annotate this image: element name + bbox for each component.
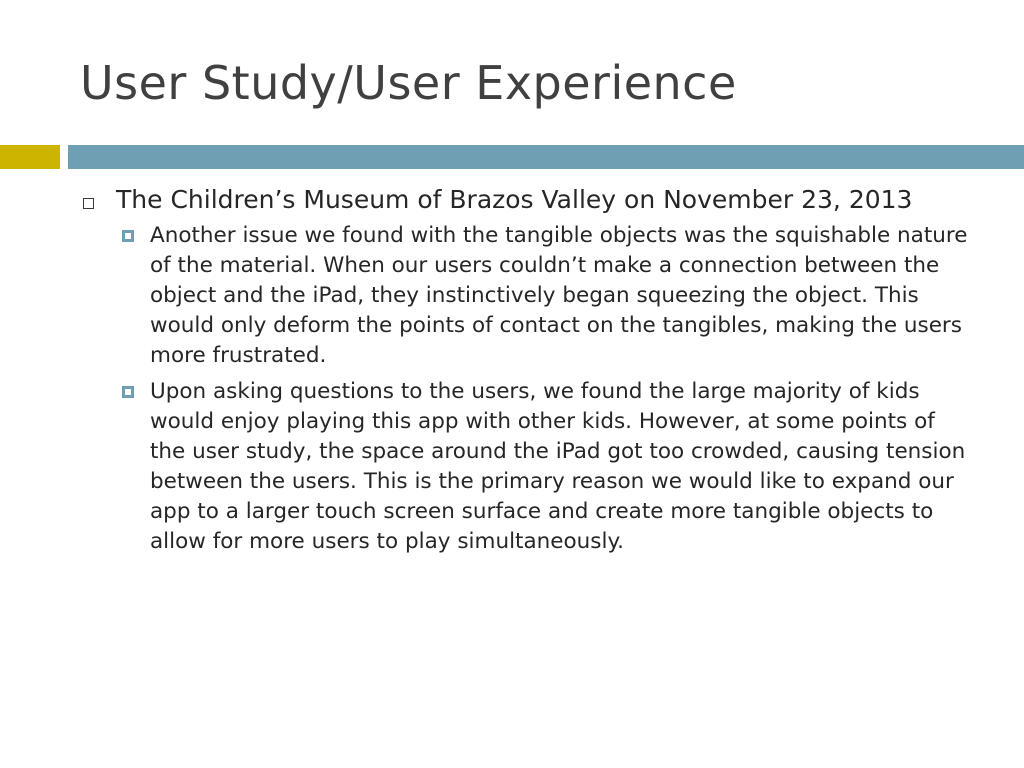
sub-bullet-text: Another issue we found with the tangible objects was the squishable nature of the material. When our users couldn’t make a connection between the object and the iPad, they instinctively began squeezing the object. This would only deform the points of contact on the tangibles, making the users more frustrated.: [150, 223, 968, 368]
slide-body: [80, 185, 980, 563]
sub-bullet-text: Upon asking questions to the users, we found the large majority of kids would enjoy playing this app with other kids. However, at some points of the user study, the space around the iPad got too crowded, causing tension between the users. This is the primary reason we would like to expand our app to a larger touch screen surface and create more tangible objects to allow for more users to play simultaneously.: [150, 379, 966, 554]
title-rule-blue-bar: [68, 145, 1024, 169]
bullet-level1-text: The Children’s Museum of Brazos Valley on November 23, 2013: [116, 185, 913, 214]
sub-bullet: [122, 377, 980, 557]
bullet-level1: [80, 185, 980, 215]
slide-title: User Study/User Experience: [80, 56, 737, 110]
sub-bullet-list: [122, 221, 980, 557]
sub-bullet: [122, 221, 980, 371]
title-rule-gold-accent: [0, 145, 60, 169]
square-bullet-icon: [122, 230, 134, 242]
hollow-square-bullet-icon: [83, 198, 94, 209]
square-bullet-icon: [122, 386, 134, 398]
